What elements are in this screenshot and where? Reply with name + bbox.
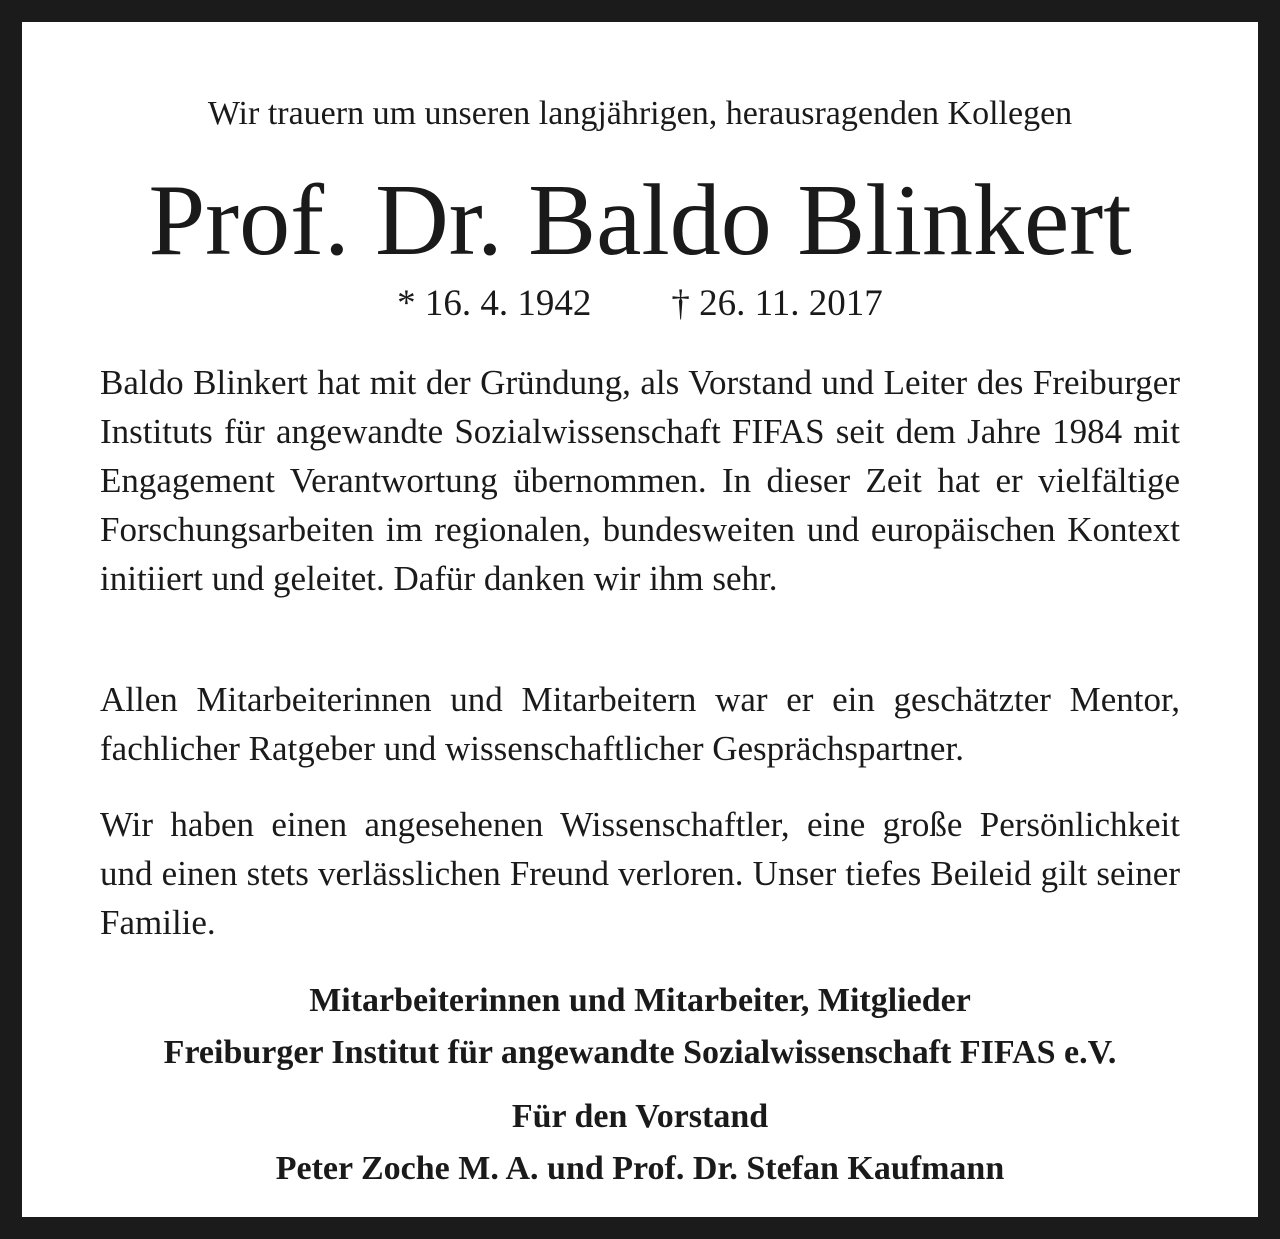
deceased-name: Prof. Dr. Baldo Blinkert: [148, 164, 1132, 277]
signature-board-names: Peter Zoche M. A. und Prof. Dr. Stefan Kaufmann: [275, 1150, 1005, 1187]
paragraph-tribute: Baldo Blinkert hat mit der Gründung, als Vorstand und Leiter des Freiburger Instituts für angewandte Sozialwissenschaft FIFAS seit dem Jahre 1984 mit Engagement Verantwortung übernommen. In dieser Zeit hat er vielfältige Forschungsarbeiten im regionalen, bundesweiten und europäischen Kontext initiiert und geleitet. Dafür danken wir ihm sehr.: [100, 363, 1180, 598]
life-dates: [100, 280, 1180, 328]
signature-board-label: Für den Vorstand: [511, 1098, 769, 1135]
paragraph-mentor: Allen Mitarbeiterinnen und Mitarbeitern war er ein geschätzter Mentor, fachlicher Ratgeber und wissenschaftlicher Gesprächspartner.: [100, 680, 1180, 768]
paragraph-condolence: Wir haben einen angesehenen Wissenschaftler, eine große Persönlichkeit und einen stets verlässlichen Freund verloren. Unser tiefes Beileid gilt seiner Familie.: [100, 805, 1180, 942]
signature-staff: Mitarbeiterinnen und Mitarbeiter, Mitglieder: [309, 982, 971, 1019]
intro-line: Wir trauern um unseren langjährigen, herausragenden Kollegen: [207, 95, 1073, 132]
signature-institute: Freiburger Institut für angewandte Sozialwissenschaft FIFAS e.V.: [163, 1034, 1117, 1071]
death-date: † 26. 11. 2017: [671, 283, 883, 324]
birth-date: * 16. 4. 1942: [397, 283, 592, 324]
